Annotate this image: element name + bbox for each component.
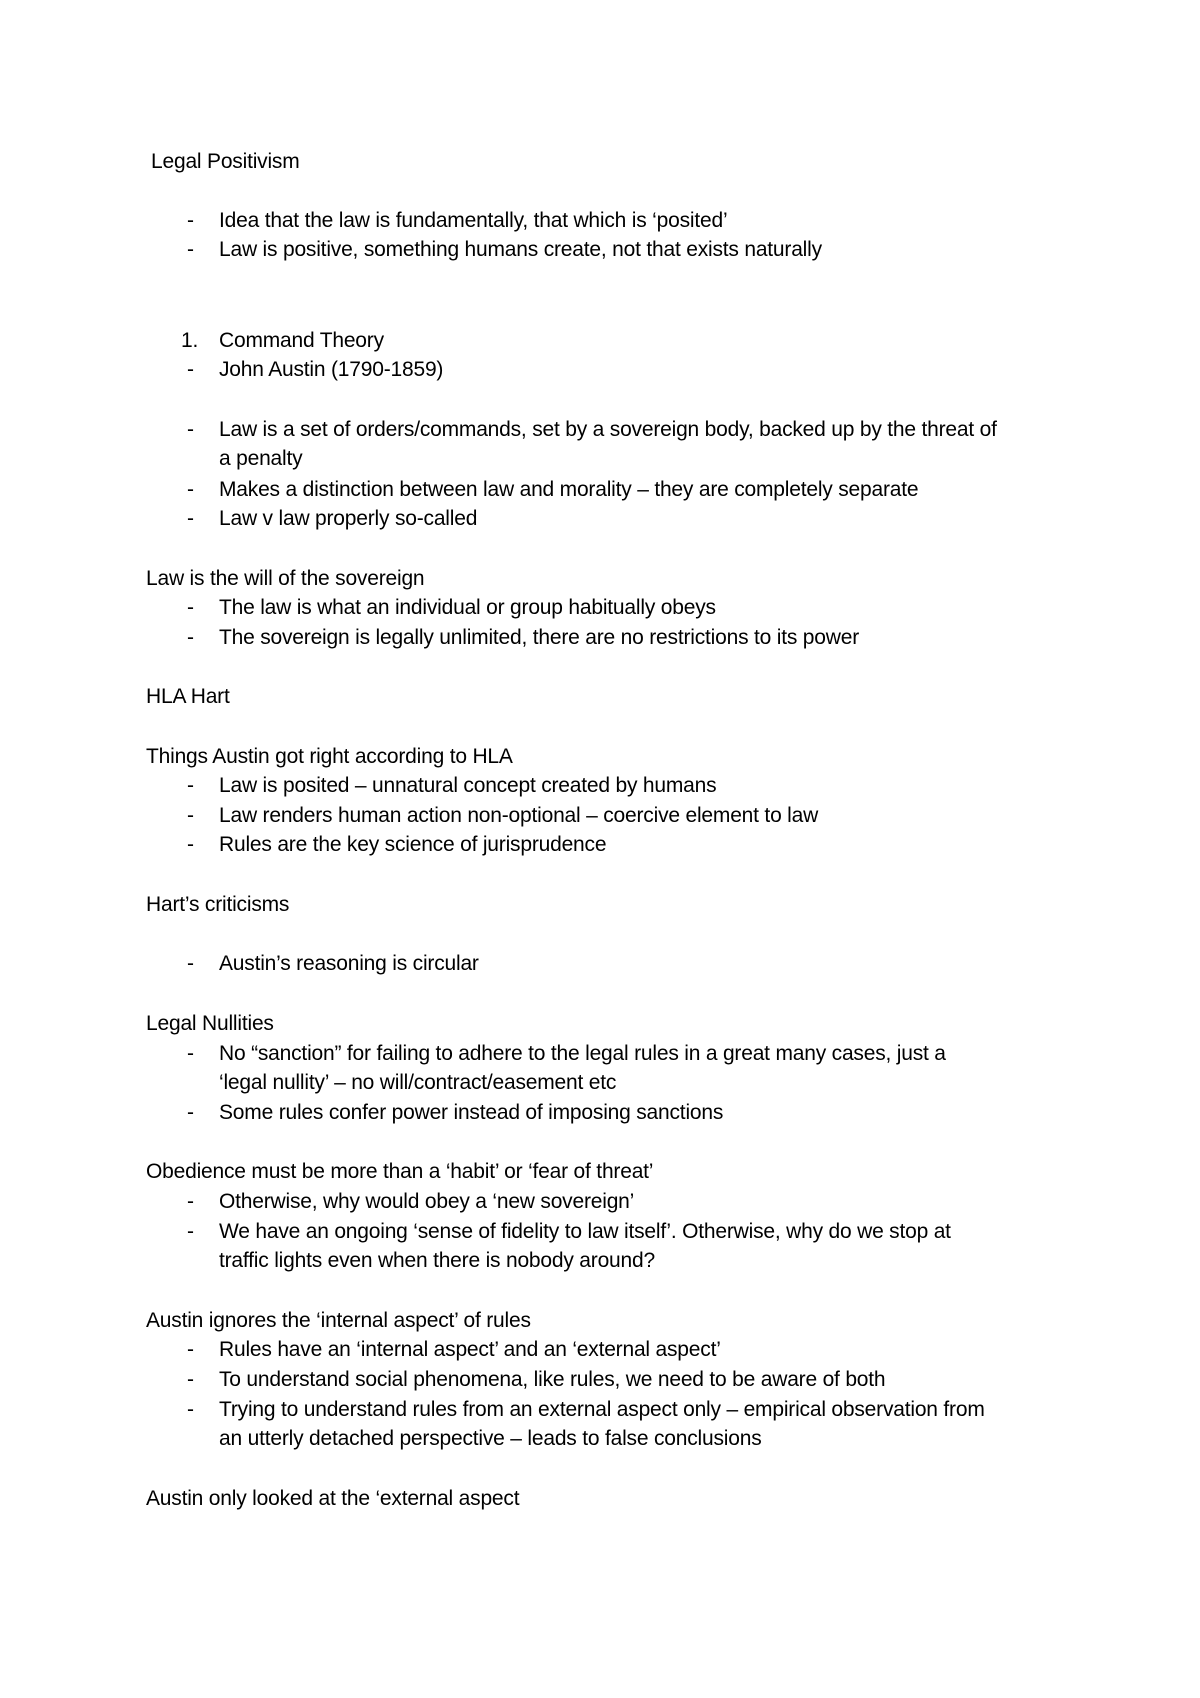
bullet-dash: - [187,358,194,381]
bullet-dash: - [187,238,194,261]
right-heading: Things Austin got right according to HLA [146,745,513,768]
obedience-point-2-cont: traffic lights even when there is nobody around? [219,1249,655,1272]
doc-title: Legal Positivism [151,150,300,173]
bullet-dash: - [187,952,194,975]
section1-point-3: Law v law properly so-called [219,507,478,530]
internal-point-1: Rules have an ‘internal aspect’ and an ‘external aspect’ [219,1338,721,1361]
will-point-1: The law is what an individual or group habitually obeys [219,596,716,619]
bullet-dash: - [187,1101,194,1124]
bullet-dash: - [187,833,194,856]
external-heading: Austin only looked at the ‘external aspect [146,1487,520,1510]
intro-point-1: Idea that the law is fundamentally, that which is ‘posited’ [219,209,728,232]
obedience-point-1: Otherwise, why would obey a ‘new sovereign’ [219,1190,635,1213]
will-heading: Law is the will of the sovereign [146,567,425,590]
intro-point-2: Law is positive, something humans create, not that exists naturally [219,238,822,261]
hart-heading: HLA Hart [146,685,230,708]
bullet-dash: - [187,418,194,441]
right-point-3: Rules are the key science of jurisprudence [219,833,607,856]
bullet-dash: - [187,507,194,530]
section1-author: John Austin (1790-1859) [219,358,444,381]
section1-point-1-cont: a penalty [219,447,303,470]
internal-point-2: To understand social phenomena, like rules, we need to be aware of both [219,1368,886,1391]
bullet-dash: - [187,774,194,797]
bullet-dash: - [187,1368,194,1391]
internal-heading: Austin ignores the ‘internal aspect’ of rules [146,1309,531,1332]
bullet-dash: - [187,804,194,827]
bullet-dash: - [187,596,194,619]
will-point-2: The sovereign is legally unlimited, there are no restrictions to its power [219,626,860,649]
internal-point-3: Trying to understand rules from an external aspect only – empirical observation from [219,1398,985,1421]
nullities-heading: Legal Nullities [146,1012,274,1035]
criticisms-point-1: Austin’s reasoning is circular [219,952,479,975]
bullet-dash: - [187,1338,194,1361]
bullet-dash: - [187,1220,194,1243]
bullet-dash: - [187,1190,194,1213]
bullet-dash: - [187,626,194,649]
bullet-dash: - [187,1398,194,1421]
obedience-point-2: We have an ongoing ‘sense of fidelity to law itself’. Otherwise, why do we stop at [219,1220,951,1243]
section1-point-2: Makes a distinction between law and morality – they are completely separate [219,478,919,501]
nullities-point-1: No “sanction” for failing to adhere to the legal rules in a great many cases, just a [219,1042,946,1065]
section1-heading: Command Theory [219,329,384,352]
nullities-point-1-cont: ‘legal nullity’ – no will/contract/easement etc [219,1071,617,1094]
right-point-1: Law is posited – unnatural concept created by humans [219,774,717,797]
nullities-point-2: Some rules confer power instead of imposing sanctions [219,1101,724,1124]
obedience-heading: Obedience must be more than a ‘habit’ or ‘fear of threat’ [146,1160,654,1183]
bullet-dash: - [187,478,194,501]
criticisms-heading: Hart’s criticisms [146,893,290,916]
bullet-dash: - [187,209,194,232]
bullet-dash: - [187,1042,194,1065]
section1-number: 1. [181,329,199,352]
internal-point-3-cont: an utterly detached perspective – leads to false conclusions [219,1427,762,1450]
section1-point-1: Law is a set of orders/commands, set by a sovereign body, backed up by the threat of [219,418,997,441]
right-point-2: Law renders human action non-optional – coercive element to law [219,804,819,827]
